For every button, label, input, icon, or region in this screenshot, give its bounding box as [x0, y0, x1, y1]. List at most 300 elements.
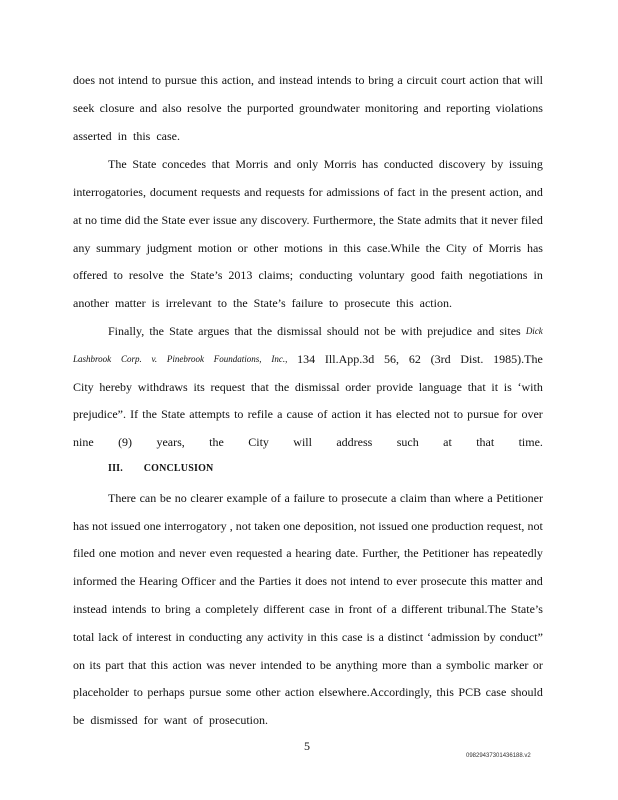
word: can	[139, 491, 157, 505]
word: and	[273, 157, 292, 171]
word: it	[491, 380, 499, 394]
word: its	[89, 658, 101, 672]
p4-line-1	[108, 491, 543, 505]
word: placeholder	[73, 685, 129, 699]
word: to	[328, 296, 339, 310]
word: not	[527, 519, 543, 533]
word: marker	[494, 658, 529, 672]
word: does	[73, 73, 95, 87]
word: action,	[221, 73, 255, 87]
word: City	[73, 380, 94, 394]
word: it	[480, 213, 488, 227]
word: Hearing	[138, 574, 178, 588]
word: failure	[291, 296, 323, 310]
word: requests	[265, 185, 305, 199]
p2-line-3	[73, 213, 543, 227]
p2-line-4	[73, 241, 543, 255]
word: want	[163, 713, 187, 727]
word: other	[255, 685, 281, 699]
word: and	[423, 101, 441, 115]
p1-line-1	[73, 73, 543, 87]
word: withdraws	[137, 380, 188, 394]
word: more	[382, 658, 407, 672]
word: case	[309, 602, 330, 616]
word: issue	[212, 213, 237, 227]
word: the	[209, 435, 224, 449]
word: different	[263, 602, 305, 616]
word: one	[411, 519, 429, 533]
word: that	[502, 73, 521, 87]
word: symbolic	[445, 658, 490, 672]
word: at	[443, 435, 452, 449]
word: different	[401, 602, 443, 616]
word: ever	[188, 213, 210, 227]
word: prosecution.	[209, 713, 268, 727]
p4-line-3	[73, 546, 543, 560]
word: it	[294, 574, 302, 588]
word: never	[490, 213, 518, 227]
word: any	[240, 213, 258, 227]
word: the	[432, 185, 448, 199]
word: in	[175, 630, 185, 644]
word: the	[142, 407, 157, 421]
section-number: III.	[108, 463, 123, 474]
word: to	[328, 491, 338, 505]
word: concedes	[162, 157, 207, 171]
word: prejudice”.	[73, 407, 126, 421]
word: distinct	[387, 630, 424, 644]
word: part	[105, 658, 124, 672]
p1-line-3	[73, 129, 543, 143]
word: the	[120, 574, 136, 588]
word: and	[158, 546, 176, 560]
word: intends	[316, 73, 352, 87]
word: provide	[376, 380, 413, 394]
word: elsewhere.Accordingly,	[318, 685, 432, 699]
word: perhaps	[147, 685, 185, 699]
word: the	[425, 241, 441, 255]
word: to	[306, 658, 316, 672]
word: a	[487, 491, 493, 505]
word: than	[430, 491, 451, 505]
word: violations	[495, 101, 543, 115]
word: present	[450, 185, 486, 199]
word: clearer	[190, 491, 224, 505]
word: refile	[247, 407, 273, 421]
word: request,	[486, 519, 525, 533]
p1-line-2	[73, 101, 543, 115]
word: State’s	[190, 268, 223, 282]
word: be	[73, 713, 85, 727]
word: argues	[198, 324, 230, 338]
word: for	[143, 713, 158, 727]
word: lack	[98, 630, 119, 644]
word: not	[434, 407, 450, 421]
word: interrogatory	[163, 519, 227, 533]
word: irrelevant	[165, 296, 212, 310]
word: never	[179, 546, 206, 560]
word: action	[284, 685, 315, 699]
word: other	[253, 241, 279, 255]
word: to	[383, 574, 393, 588]
word: address	[336, 435, 373, 449]
p2-line-6	[73, 296, 543, 310]
word: is	[151, 296, 160, 310]
word: The	[108, 157, 127, 171]
section-heading	[108, 463, 213, 474]
word: date.	[335, 546, 359, 560]
word: Petitioner	[496, 491, 543, 505]
word: fact	[397, 185, 416, 199]
word: dismissal	[277, 324, 322, 338]
word: to	[453, 407, 463, 421]
word: the	[232, 296, 248, 310]
word: activity	[267, 630, 304, 644]
p4-line-5	[73, 602, 543, 616]
word: matter	[491, 574, 522, 588]
word: prosecute	[344, 296, 391, 310]
word: ‘with	[517, 380, 543, 394]
word: ,	[229, 519, 233, 533]
p3-line-5	[73, 435, 543, 449]
word: one	[98, 546, 117, 560]
word: informed	[73, 574, 117, 588]
word: State	[161, 213, 186, 227]
word: in	[328, 241, 338, 255]
word: in	[419, 185, 429, 199]
word: (3rd	[430, 352, 451, 366]
word: even	[209, 546, 233, 560]
word: pursue	[164, 73, 197, 87]
word: that	[467, 380, 486, 394]
word: the	[149, 324, 164, 338]
word: its	[193, 380, 205, 394]
word: conducting	[188, 630, 243, 644]
word: by	[483, 630, 496, 644]
word: not	[364, 324, 380, 338]
word: a	[391, 602, 397, 616]
word: judgment	[146, 241, 192, 255]
word: conducted	[383, 157, 434, 171]
word: prosecute	[420, 574, 467, 588]
word: any	[246, 630, 264, 644]
word: Morris	[323, 157, 357, 171]
word: has	[362, 157, 379, 171]
word: it	[365, 407, 372, 421]
word: a	[195, 602, 201, 616]
word: completely	[205, 602, 259, 616]
word: for	[308, 185, 323, 199]
word: the	[169, 268, 185, 282]
word: in	[307, 630, 317, 644]
word: prosecute	[341, 491, 388, 505]
word: anything	[335, 658, 378, 672]
p3-line-3	[73, 380, 543, 394]
word: v.	[151, 354, 158, 364]
word: to	[133, 685, 143, 699]
word: elected	[395, 407, 430, 421]
word: this	[343, 241, 361, 255]
word: this	[200, 73, 218, 87]
word: discovery	[438, 157, 486, 171]
word: the	[240, 574, 255, 588]
word: over	[521, 407, 543, 421]
word: a	[378, 630, 384, 644]
word: City	[446, 241, 467, 255]
word: by	[491, 157, 504, 171]
word: to	[217, 296, 227, 310]
word: that	[211, 157, 230, 171]
word: intends	[111, 602, 147, 616]
word: was	[206, 658, 225, 672]
word: of	[122, 630, 133, 644]
word: not	[359, 519, 376, 533]
word: closure	[99, 101, 135, 115]
word: has	[73, 519, 89, 533]
p4-line-9	[73, 713, 543, 727]
word: to	[355, 73, 365, 87]
word: instead	[73, 602, 107, 616]
word: bring	[368, 73, 394, 87]
word: State’s	[510, 602, 543, 616]
word: one	[143, 519, 161, 533]
word: and	[244, 185, 262, 199]
word: asserted	[73, 129, 112, 143]
word: should	[326, 324, 359, 338]
word: There	[108, 491, 136, 505]
word: no	[174, 491, 187, 505]
word: Further,	[362, 546, 401, 560]
word: did	[124, 213, 141, 227]
word: this	[320, 630, 338, 644]
word: the	[379, 213, 394, 227]
word: this	[396, 296, 414, 310]
word: filed	[73, 546, 95, 560]
word: a	[277, 407, 283, 421]
word: City	[248, 435, 269, 449]
word: case.While	[366, 241, 420, 255]
word: where	[454, 491, 484, 505]
p4-line-7	[73, 658, 543, 672]
word: (9)	[118, 435, 133, 449]
word: tribunal.The	[447, 602, 507, 616]
p4-line-2	[73, 519, 543, 533]
word: 1985).The	[493, 352, 543, 366]
word: intend	[349, 574, 380, 588]
word: a	[286, 546, 292, 560]
word: resolve	[186, 101, 222, 115]
word: resolve	[128, 268, 164, 282]
word: the	[226, 101, 242, 115]
word: issued	[378, 519, 409, 533]
word: issuing	[508, 157, 543, 171]
word: matter	[114, 296, 146, 310]
word: nine	[73, 435, 94, 449]
word: has	[473, 546, 490, 560]
p2-line-5	[73, 268, 543, 282]
word: State’s	[253, 296, 286, 310]
word: Inc.,	[271, 354, 288, 364]
word: a	[284, 491, 290, 505]
word: Dick	[525, 326, 543, 336]
word: for	[503, 407, 518, 421]
word: of	[317, 407, 328, 421]
word: filed	[520, 213, 543, 227]
word: to	[113, 268, 123, 282]
word: and	[525, 574, 543, 588]
word: instead	[278, 73, 313, 87]
word: action	[469, 73, 499, 87]
word: in	[117, 129, 127, 143]
word: the	[403, 546, 419, 560]
word: purported	[246, 101, 294, 115]
word: conducting	[299, 268, 353, 282]
word: court	[440, 73, 466, 87]
word: intend	[117, 73, 148, 87]
word: of	[383, 185, 394, 199]
word: Petitioner	[422, 546, 470, 560]
word: will	[524, 73, 543, 87]
word: 62	[408, 352, 421, 366]
p2-line-2	[73, 185, 543, 199]
word: claims;	[258, 268, 294, 282]
p4-line-6	[73, 630, 543, 644]
p3-line-2	[73, 352, 543, 366]
word: this	[436, 685, 454, 699]
word: or	[532, 658, 543, 672]
word: action	[172, 658, 202, 672]
word: pursue	[189, 685, 222, 699]
word: production	[431, 519, 484, 533]
word: action.	[419, 296, 452, 310]
word: State	[161, 407, 186, 421]
word: in	[334, 602, 344, 616]
word: document	[149, 185, 198, 199]
word: time	[100, 213, 122, 227]
word: that	[250, 380, 269, 394]
word: cause	[286, 407, 314, 421]
word: that	[459, 213, 478, 227]
word: and	[257, 73, 276, 87]
word: motion	[120, 546, 155, 560]
word: order	[345, 380, 371, 394]
word: is	[503, 380, 512, 394]
word: has	[375, 407, 392, 421]
word: also	[162, 101, 182, 115]
word: Finally,	[108, 324, 145, 338]
word: Dist.	[460, 352, 484, 366]
word: 134	[297, 352, 316, 366]
p4-line-4	[73, 574, 543, 588]
word: not	[330, 574, 347, 588]
word: monitoring	[364, 101, 419, 115]
word: front	[348, 602, 372, 616]
p3-line-1	[108, 324, 543, 338]
word: hearing	[295, 546, 332, 560]
word: hereby	[99, 380, 133, 394]
word: Ill.App.3d	[324, 352, 375, 366]
word: motions	[283, 241, 323, 255]
word: groundwater	[298, 101, 360, 115]
word: requests	[201, 185, 241, 199]
word: years,	[156, 435, 185, 449]
word: the	[274, 380, 290, 394]
word: of	[270, 491, 281, 505]
word: discovery.	[260, 213, 310, 227]
word: prejudice	[427, 324, 472, 338]
word: such	[396, 435, 419, 449]
word: intended	[260, 658, 302, 672]
document-id: 09829437301436188.v2	[466, 753, 531, 759]
word: Foundations,	[213, 354, 262, 364]
word: any	[73, 241, 91, 255]
word: only	[296, 157, 319, 171]
word: or	[237, 241, 248, 255]
word: be	[319, 658, 332, 672]
word: action,	[489, 185, 522, 199]
word: summary	[96, 241, 141, 255]
word: at	[73, 213, 82, 227]
word: circuit	[406, 73, 438, 87]
word: bring	[165, 602, 191, 616]
word: good	[410, 268, 435, 282]
word: repeatedly	[492, 546, 543, 560]
word: seek	[73, 101, 95, 115]
word: not	[98, 73, 115, 87]
word: of	[472, 241, 483, 255]
word: that	[128, 658, 147, 672]
word: no	[84, 213, 97, 227]
word: in	[533, 268, 543, 282]
word: dismissed	[90, 713, 138, 727]
word: claim	[399, 491, 427, 505]
word: some	[225, 685, 252, 699]
word: conduct”	[499, 630, 543, 644]
section-title: CONCLUSION	[143, 463, 214, 474]
word: deposition,	[303, 519, 357, 533]
word: reporting	[446, 101, 491, 115]
word: admits	[424, 213, 457, 227]
word: and	[525, 185, 543, 199]
word: example	[226, 491, 268, 505]
word: State	[397, 213, 422, 227]
p2-line-1	[108, 157, 543, 171]
word: another	[73, 296, 109, 310]
word: never	[229, 658, 256, 672]
word: case.	[156, 129, 180, 143]
word: State	[169, 324, 194, 338]
word: offered	[73, 268, 108, 282]
word: ‘admission	[427, 630, 480, 644]
word: this	[470, 574, 488, 588]
word: to	[234, 407, 244, 421]
word: voluntary	[358, 268, 405, 282]
word: one	[283, 519, 301, 533]
word: of	[193, 713, 203, 727]
word: should	[510, 685, 543, 699]
word: to	[151, 73, 162, 87]
word: Morris	[488, 241, 522, 255]
word: a	[397, 73, 403, 87]
word: be	[159, 491, 172, 505]
word: pursue	[467, 407, 500, 421]
word: faith	[440, 268, 463, 282]
word: time.	[518, 435, 543, 449]
word: and	[476, 324, 495, 338]
word: that	[234, 324, 253, 338]
word: State	[132, 157, 157, 171]
word: and	[139, 101, 157, 115]
